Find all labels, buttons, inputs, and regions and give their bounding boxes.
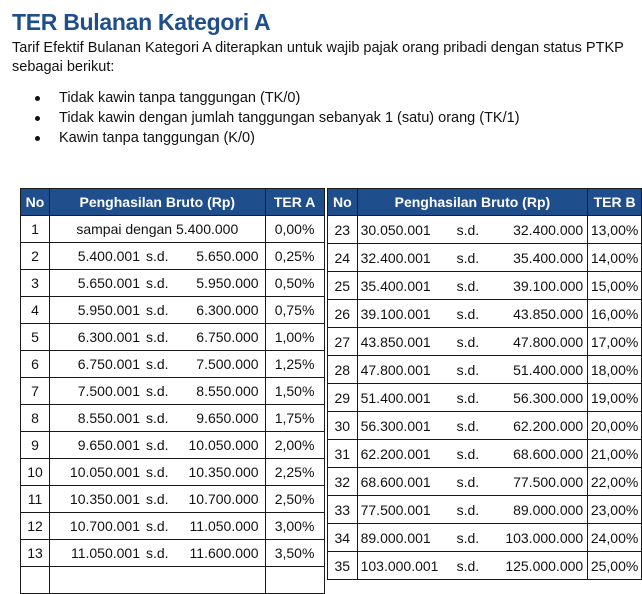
range-separator: s.d.	[146, 329, 169, 345]
range-from: 11.050.001	[70, 545, 140, 561]
row-number: 28	[328, 356, 358, 384]
table-row	[328, 384, 642, 412]
row-number: 32	[328, 468, 358, 496]
range-to: 10.050.000	[188, 437, 259, 453]
column-header-no: No	[21, 189, 50, 216]
range-from: 9.650.001	[77, 437, 140, 453]
range-to: 47.800.000	[513, 333, 584, 350]
ter-rate: 23,00%	[588, 496, 642, 524]
range-separator: s.d.	[146, 491, 169, 507]
column-header-ter: TER B	[588, 189, 642, 216]
range-separator: s.d.	[146, 275, 169, 291]
range-from: 10.350.001	[69, 491, 140, 507]
range-from: 103.000.001	[360, 557, 439, 574]
ter-a-table	[20, 188, 325, 594]
ter-rate: 1,50%	[265, 378, 324, 405]
range-separator: s.d.	[456, 445, 480, 462]
bruto-range-values	[50, 383, 265, 399]
bruto-range-values	[358, 474, 588, 490]
table-row	[328, 552, 642, 580]
range-to: 6.750.000	[196, 329, 259, 345]
range-from: 35.400.001	[360, 277, 431, 294]
table-row	[21, 324, 325, 351]
bruto-range	[357, 552, 588, 580]
range-to: 11.600.000	[189, 545, 259, 561]
table-row	[328, 412, 642, 440]
row-number: 12	[21, 513, 50, 540]
row-number: 30	[328, 412, 358, 440]
range-separator: s.d.	[146, 518, 169, 534]
bruto-range	[357, 328, 588, 356]
range-to: 125.000.000	[505, 557, 584, 574]
bruto-range	[357, 272, 588, 300]
bruto-range-values	[50, 302, 265, 318]
range-to: 9.650.000	[196, 410, 259, 426]
table-row	[21, 297, 325, 324]
table-row	[21, 567, 325, 594]
table-row	[328, 468, 642, 496]
ter-rate: 14,00%	[588, 244, 642, 272]
row-number: 5	[21, 324, 50, 351]
bruto-range-values	[358, 502, 588, 518]
bruto-range	[50, 297, 266, 324]
range-to: 8.550.000	[196, 383, 259, 399]
table-row	[328, 244, 642, 272]
table-row	[328, 272, 642, 300]
range-separator: s.d.	[456, 277, 480, 294]
ter-rate: 0,25%	[265, 243, 324, 270]
range-separator: s.d.	[146, 437, 169, 453]
column-header-no: No	[328, 189, 358, 216]
row-number: 24	[328, 244, 358, 272]
row-number: 10	[21, 459, 50, 486]
ter-rate: 24,00%	[588, 524, 642, 552]
row-number: 29	[328, 384, 358, 412]
ter-rate: 16,00%	[588, 300, 642, 328]
range-separator: s.d.	[146, 302, 169, 318]
bruto-range-values	[50, 410, 265, 426]
bruto-range-values	[358, 418, 588, 434]
ter-rate: 1,00%	[265, 324, 324, 351]
ter-rate: 2,50%	[265, 486, 324, 513]
range-from: 43.850.001	[360, 333, 431, 350]
bruto-range-values	[358, 222, 588, 238]
bruto-range-values	[358, 306, 588, 322]
bruto-range-values	[50, 248, 265, 264]
bruto-range	[357, 300, 588, 328]
range-from: 32.400.001	[360, 249, 431, 266]
row-number: 11	[21, 486, 50, 513]
table-row	[21, 216, 325, 243]
row-number: 27	[328, 328, 358, 356]
range-from: 39.100.001	[360, 305, 431, 322]
table-row	[21, 270, 325, 297]
bruto-range	[50, 459, 266, 486]
range-to: 11.050.000	[189, 518, 259, 534]
ter-rate: 13,00%	[588, 216, 642, 244]
row-number: 33	[328, 496, 358, 524]
range-to: 103.000.000	[505, 529, 584, 546]
table-row	[328, 440, 642, 468]
bruto-range	[50, 405, 266, 432]
range-to: 35.400.000	[513, 249, 584, 266]
bruto-range	[50, 540, 266, 567]
bruto-range-values	[50, 356, 265, 372]
ter-rate: 17,00%	[588, 328, 642, 356]
range-from: 7.500.001	[77, 383, 140, 399]
range-to: 7.500.000	[196, 356, 259, 372]
table-row	[21, 486, 325, 513]
range-separator: s.d.	[456, 417, 480, 434]
bruto-range	[357, 356, 588, 384]
empty-cell	[265, 567, 324, 594]
range-from: 6.300.001	[77, 329, 140, 345]
bruto-range-values	[50, 545, 265, 561]
row-number: 34	[328, 524, 358, 552]
range-from: 10.700.001	[69, 518, 140, 534]
row-number: 31	[328, 440, 358, 468]
row-number: 3	[21, 270, 50, 297]
range-separator: s.d.	[146, 464, 169, 480]
bruto-range-values	[358, 530, 588, 546]
ter-rate: 21,00%	[588, 440, 642, 468]
range-separator: s.d.	[456, 221, 480, 238]
bruto-range	[50, 378, 266, 405]
row-number: 35	[328, 552, 358, 580]
range-to: 62.200.000	[513, 417, 584, 434]
ter-rate: 0,75%	[265, 297, 324, 324]
bruto-range: sampai dengan 5.400.000	[50, 216, 266, 243]
bruto-range-values	[50, 437, 265, 453]
bruto-range	[50, 432, 266, 459]
table-row	[328, 524, 642, 552]
table-row	[328, 216, 642, 244]
range-from: 51.400.001	[360, 389, 431, 406]
range-from: 56.300.001	[360, 417, 431, 434]
range-from: 5.950.001	[77, 302, 140, 318]
bruto-range	[357, 468, 588, 496]
row-number: 1	[21, 216, 50, 243]
range-separator: s.d.	[146, 410, 169, 426]
bruto-range-values	[50, 464, 265, 480]
bruto-range	[50, 351, 266, 378]
range-to: 10.700.000	[188, 491, 259, 507]
ter-rate: 1,75%	[265, 405, 324, 432]
range-separator: s.d.	[146, 356, 169, 372]
range-to: 43.850.000	[513, 305, 584, 322]
range-to: 77.500.000	[513, 473, 584, 490]
range-separator: s.d.	[456, 361, 480, 378]
bruto-range-values	[50, 518, 265, 534]
bruto-range	[357, 496, 588, 524]
ter-rate: 0,50%	[265, 270, 324, 297]
bruto-range-values	[358, 390, 588, 406]
table-row	[21, 378, 325, 405]
bruto-range-values	[358, 250, 588, 266]
range-from: 10.050.001	[69, 464, 140, 480]
bruto-range	[50, 486, 266, 513]
range-to: 39.100.000	[513, 277, 584, 294]
range-to: 6.300.000	[196, 302, 259, 318]
bruto-range-values	[50, 275, 265, 291]
range-from: 5.650.001	[77, 275, 140, 291]
row-number: 23	[328, 216, 358, 244]
ter-rate: 22,00%	[588, 468, 642, 496]
range-from: 6.750.001	[77, 356, 140, 372]
bruto-range	[50, 324, 266, 351]
range-separator: s.d.	[456, 305, 480, 322]
range-from: 62.200.001	[360, 445, 431, 462]
table-row	[21, 513, 325, 540]
range-from: 30.050.001	[360, 221, 431, 238]
bruto-range-values	[50, 491, 265, 507]
range-separator: s.d.	[456, 501, 480, 518]
bruto-range-values	[358, 446, 588, 462]
ter-rate: 15,00%	[588, 272, 642, 300]
row-number: 4	[21, 297, 50, 324]
table-row	[21, 405, 325, 432]
table-row	[21, 459, 325, 486]
ter-rate: 18,00%	[588, 356, 642, 384]
ter-b-table	[327, 188, 642, 580]
table-row	[328, 328, 642, 356]
row-number: 9	[21, 432, 50, 459]
list-item: Tidak kawin dengan jumlah tanggungan sebanyak 1 (satu) orang (TK/1)	[32, 108, 520, 128]
empty-cell	[21, 567, 50, 594]
bruto-range	[357, 524, 588, 552]
range-separator: s.d.	[456, 333, 480, 350]
description: Tarif Efektif Bulanan Kategori A diterapkan untuk wajib pajak orang pribadi dengan status PTKP sebagai berikut:	[12, 40, 624, 75]
ter-rate: 0,00%	[265, 216, 324, 243]
list-item: Tidak kawin tanpa tanggungan (TK/0)	[32, 88, 520, 108]
row-number: 6	[21, 351, 50, 378]
bruto-range	[50, 270, 266, 297]
range-to: 68.600.000	[513, 445, 584, 462]
range-from: 77.500.001	[360, 501, 431, 518]
table-row	[328, 496, 642, 524]
range-separator: s.d.	[456, 249, 480, 266]
ter-rate: 3,00%	[265, 513, 324, 540]
range-separator: s.d.	[146, 383, 169, 399]
bruto-range-values	[50, 329, 265, 345]
table-row	[328, 356, 642, 384]
range-separator: s.d.	[146, 248, 169, 264]
range-separator: s.d.	[456, 389, 480, 406]
range-to: 5.950.000	[196, 275, 259, 291]
bruto-range-values	[358, 334, 588, 350]
ptkp-status-list	[32, 88, 520, 148]
column-header-ter: TER A	[265, 189, 324, 216]
bruto-range	[357, 384, 588, 412]
range-to: 32.400.000	[513, 221, 584, 238]
bruto-range	[357, 440, 588, 468]
ter-rate: 25,00%	[588, 552, 642, 580]
column-header-bruto: Penghasilan Bruto (Rp)	[50, 189, 266, 216]
row-number: 2	[21, 243, 50, 270]
range-from: 89.000.001	[360, 529, 431, 546]
row-number: 25	[328, 272, 358, 300]
ter-rate: 2,25%	[265, 459, 324, 486]
page-title: TER Bulanan Kategori A	[12, 9, 271, 35]
ter-rate: 19,00%	[588, 384, 642, 412]
bruto-range-values	[358, 558, 588, 574]
table-row	[21, 432, 325, 459]
range-separator: s.d.	[146, 545, 169, 561]
bruto-range	[50, 513, 266, 540]
table-row	[21, 351, 325, 378]
range-to: 5.650.000	[196, 248, 259, 264]
column-header-bruto: Penghasilan Bruto (Rp)	[357, 189, 588, 216]
range-from: 68.600.001	[360, 473, 431, 490]
ter-rate: 3,50%	[265, 540, 324, 567]
range-from: 47.800.001	[360, 361, 431, 378]
ter-rate: 1,25%	[265, 351, 324, 378]
bruto-range	[357, 216, 588, 244]
range-separator: s.d.	[456, 557, 480, 574]
bruto-range	[357, 244, 588, 272]
range-separator: s.d.	[456, 473, 480, 490]
table-row	[328, 300, 642, 328]
ter-rate: 20,00%	[588, 412, 642, 440]
bruto-range-values	[358, 278, 588, 294]
range-from: 8.550.001	[77, 410, 140, 426]
range-from: 5.400.001	[77, 248, 140, 264]
row-number: 7	[21, 378, 50, 405]
bruto-range	[50, 243, 266, 270]
bruto-range	[357, 412, 588, 440]
range-separator: s.d.	[456, 529, 480, 546]
table-row	[21, 243, 325, 270]
range-to: 56.300.000	[513, 389, 584, 406]
table-row	[21, 540, 325, 567]
list-item: Kawin tanpa tanggungan (K/0)	[32, 128, 520, 148]
ter-rate: 2,00%	[265, 432, 324, 459]
range-to: 51.400.000	[513, 361, 584, 378]
bruto-range-values	[358, 362, 588, 378]
row-number: 13	[21, 540, 50, 567]
range-to: 10.350.000	[188, 464, 259, 480]
row-number: 26	[328, 300, 358, 328]
empty-cell	[50, 567, 266, 594]
row-number: 8	[21, 405, 50, 432]
range-to: 89.000.000	[513, 501, 584, 518]
